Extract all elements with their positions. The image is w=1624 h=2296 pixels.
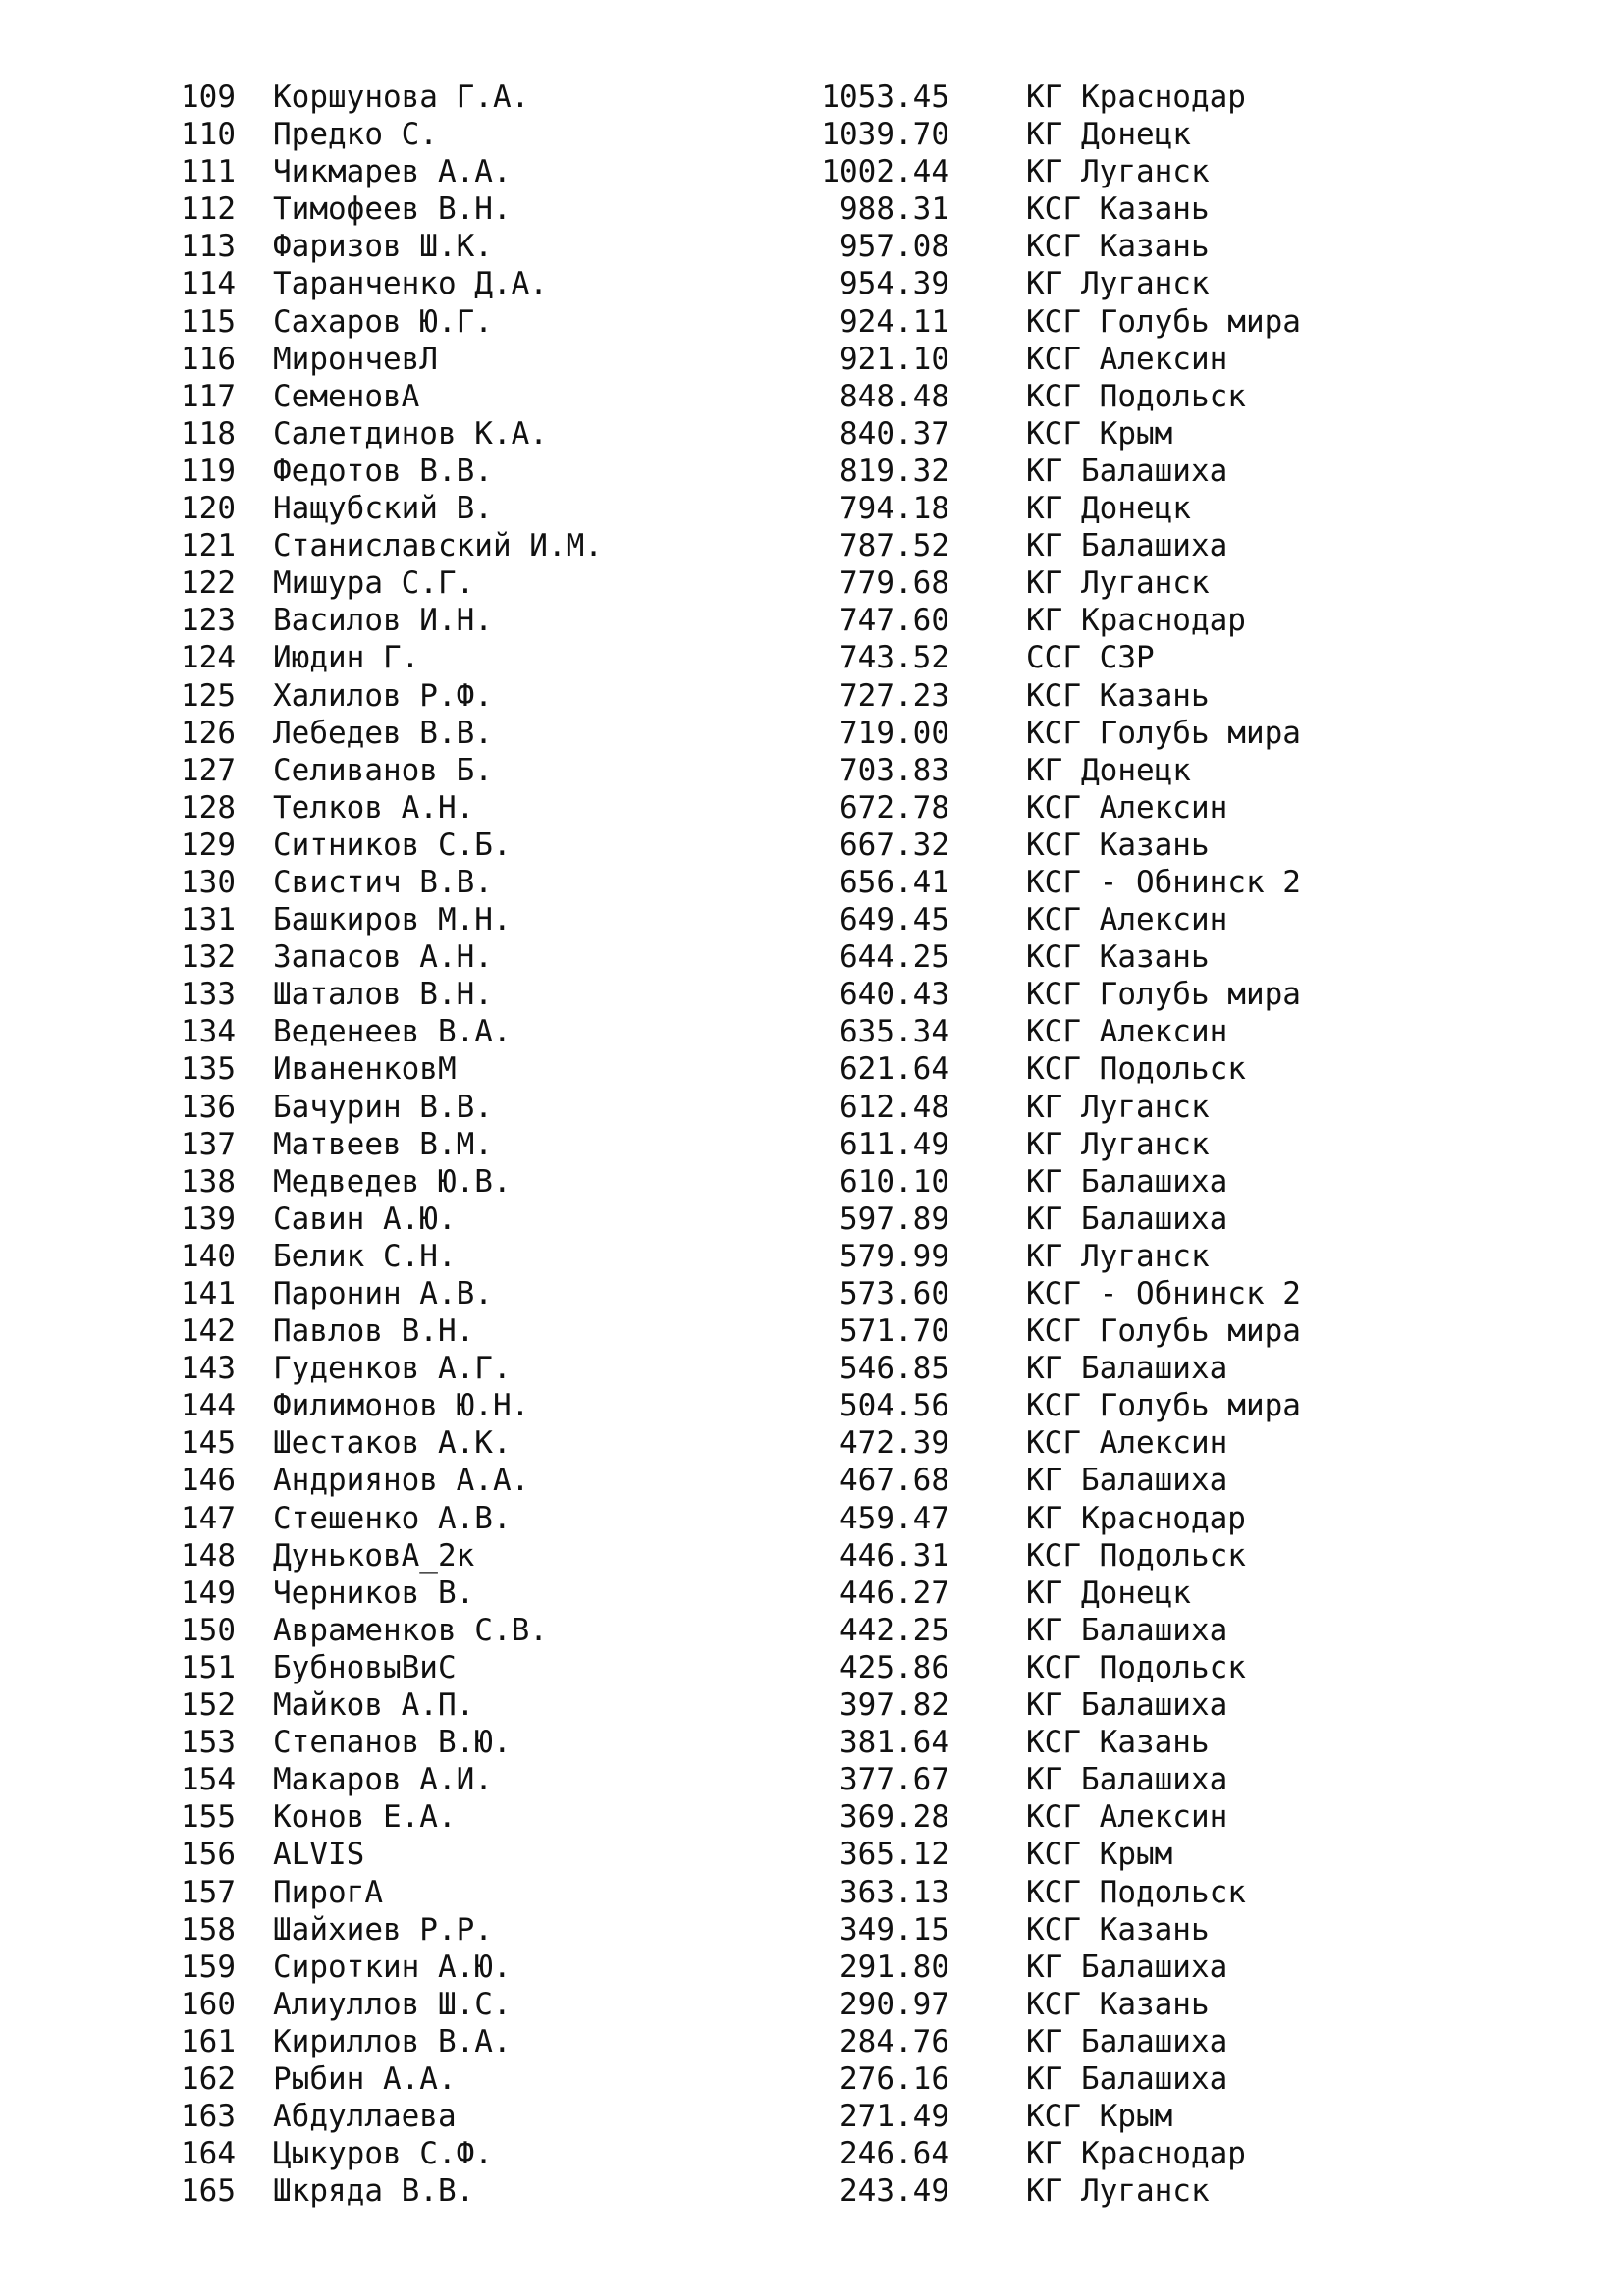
rank-number: 120: [181, 491, 236, 527]
participant-name: МирончевЛ: [273, 341, 438, 377]
participant-name: СеменовА: [273, 378, 420, 414]
score-value: 363.13: [839, 1874, 949, 1910]
rank-number: 125: [181, 677, 236, 714]
score-value: 276.16: [839, 2060, 949, 2097]
club-name: КГ Луганск: [1026, 1238, 1210, 1274]
score-value: 573.60: [839, 1276, 949, 1311]
rank-number: 165: [181, 2173, 236, 2210]
list-item: [0, 1874, 1624, 1911]
score-value: 284.76: [839, 2023, 949, 2059]
score-value: 667.32: [839, 827, 949, 863]
list-item: [0, 677, 1624, 715]
participant-name: Шкряда В.В.: [273, 2173, 475, 2210]
rank-number: 115: [181, 303, 236, 340]
club-name: КСГ Подольск: [1026, 1649, 1246, 1685]
rank-number: 109: [181, 80, 236, 115]
list-item: [0, 2172, 1624, 2210]
club-name: КГ Балашиха: [1026, 1762, 1228, 1798]
score-value: 271.49: [839, 2099, 949, 2135]
rank-number: 156: [181, 1837, 236, 1873]
score-value: 954.39: [839, 266, 949, 302]
list-item: [0, 1911, 1624, 1949]
list-item: [0, 938, 1624, 976]
rank-number: 163: [181, 2099, 236, 2135]
list-item: [0, 527, 1624, 564]
score-value: 365.12: [839, 1837, 949, 1873]
rank-number: 118: [181, 415, 236, 452]
rank-number: 132: [181, 939, 236, 976]
club-name: КСГ Голубь мира: [1026, 977, 1301, 1013]
participant-name: Мишура С.Г.: [273, 565, 475, 602]
list-item: [0, 1686, 1624, 1724]
rank-number: 155: [181, 1799, 236, 1836]
rank-number: 152: [181, 1687, 236, 1724]
score-value: 467.68: [839, 1463, 949, 1499]
participant-name: Майков А.П.: [273, 1687, 475, 1724]
participant-name: Бачурин В.В.: [273, 1089, 493, 1125]
score-value: 787.52: [839, 528, 949, 564]
rank-number: 117: [181, 378, 236, 414]
club-name: КГ Балашиха: [1026, 1351, 1228, 1387]
rank-number: 143: [181, 1351, 236, 1387]
list-item: [0, 190, 1624, 228]
club-name: КГ Краснодар: [1026, 80, 1246, 115]
rank-number: 139: [181, 1201, 236, 1237]
list-item: [0, 1312, 1624, 1350]
list-item: [0, 602, 1624, 639]
score-value: 597.89: [839, 1201, 949, 1237]
rank-number: 160: [181, 1986, 236, 2022]
rank-number: 164: [181, 2136, 236, 2172]
participant-name: Станиславский И.М.: [273, 528, 603, 564]
club-name: КСГ Алексин: [1026, 1425, 1228, 1462]
score-value: 743.52: [839, 640, 949, 676]
club-name: КСГ Подольск: [1026, 1051, 1246, 1088]
participant-name: Медведев Ю.В.: [273, 1163, 512, 1200]
club-name: КГ Краснодар: [1026, 1500, 1246, 1536]
participant-name: Степанов В.Ю.: [273, 1725, 512, 1761]
participant-name: Белик С.Н.: [273, 1238, 457, 1274]
list-item: [0, 2135, 1624, 2172]
score-value: 703.83: [839, 752, 949, 788]
list-item: [0, 2023, 1624, 2060]
rank-number: 111: [181, 154, 236, 190]
participant-name: Лебедев В.В.: [273, 715, 493, 751]
club-name: КСГ Казань: [1026, 1911, 1210, 1948]
participant-name: БубновыВиС: [273, 1649, 457, 1685]
score-value: 1002.44: [821, 154, 949, 190]
club-name: КГ Луганск: [1026, 2173, 1210, 2210]
club-name: КСГ Голубь мира: [1026, 303, 1301, 340]
score-value: 988.31: [839, 191, 949, 228]
score-value: 611.49: [839, 1126, 949, 1162]
rank-number: 134: [181, 1014, 236, 1050]
participant-name: Салетдинов К.А.: [273, 415, 548, 452]
rank-number: 154: [181, 1762, 236, 1798]
rank-number: 159: [181, 1949, 236, 1985]
participant-name: Конов Е.А.: [273, 1799, 457, 1836]
list-item: [0, 827, 1624, 864]
score-value: 397.82: [839, 1687, 949, 1724]
participant-name: Шайхиев Р.Р.: [273, 1911, 493, 1948]
participant-name: Телков А.Н.: [273, 789, 475, 826]
participant-name: Свистич В.В.: [273, 864, 493, 900]
club-name: КГ Краснодар: [1026, 603, 1246, 639]
rank-number: 131: [181, 902, 236, 938]
list-item: [0, 2060, 1624, 2098]
list-item: [0, 752, 1624, 789]
rank-number: 161: [181, 2023, 236, 2059]
list-item: [0, 1986, 1624, 2023]
club-name: КГ Луганск: [1026, 1126, 1210, 1162]
participant-name: Алиуллов Ш.С.: [273, 1986, 512, 2022]
participant-name: Черников В.: [273, 1575, 475, 1611]
score-value: 924.11: [839, 303, 949, 340]
participant-name: Паронин А.В.: [273, 1276, 493, 1311]
score-value: 719.00: [839, 715, 949, 751]
rank-number: 149: [181, 1575, 236, 1611]
list-item: [0, 453, 1624, 490]
participant-name: Кириллов В.А.: [273, 2023, 512, 2059]
participant-name: Тимофеев В.Н.: [273, 191, 512, 228]
club-name: КГ Балашиха: [1026, 2023, 1228, 2059]
score-value: 246.64: [839, 2136, 949, 2172]
score-value: 472.39: [839, 1425, 949, 1462]
score-value: 779.68: [839, 565, 949, 602]
list-item: [0, 153, 1624, 190]
rank-number: 126: [181, 715, 236, 751]
participant-name: ALVIS: [273, 1837, 365, 1873]
club-name: КСГ Крым: [1026, 1837, 1173, 1873]
score-value: 794.18: [839, 491, 949, 527]
club-name: КГ Балашиха: [1026, 1612, 1228, 1648]
participant-name: Халилов Р.Ф.: [273, 677, 493, 714]
list-item: [0, 2098, 1624, 2135]
rank-number: 113: [181, 229, 236, 265]
participant-name: Шаталов В.Н.: [273, 977, 493, 1013]
score-value: 610.10: [839, 1163, 949, 1200]
list-item: [0, 1424, 1624, 1462]
participant-name: Цыкуров С.Ф.: [273, 2136, 493, 2172]
rank-number: 162: [181, 2060, 236, 2097]
participant-name: ИваненковМ: [273, 1051, 457, 1088]
score-value: 546.85: [839, 1351, 949, 1387]
club-name: КГ Луганск: [1026, 1089, 1210, 1125]
score-value: 644.25: [839, 939, 949, 976]
score-value: 727.23: [839, 677, 949, 714]
participant-name: Абдуллаева: [273, 2099, 457, 2135]
rank-number: 137: [181, 1126, 236, 1162]
rank-number: 135: [181, 1051, 236, 1088]
rank-number: 112: [181, 191, 236, 228]
list-item: [0, 1387, 1624, 1424]
score-value: 290.97: [839, 1986, 949, 2022]
score-value: 571.70: [839, 1313, 949, 1350]
rank-number: 119: [181, 453, 236, 489]
rank-number: 130: [181, 864, 236, 900]
list-item: [0, 1761, 1624, 1798]
club-name: КСГ Алексин: [1026, 341, 1228, 377]
club-name: КСГ - Обнинск 2: [1026, 864, 1301, 900]
club-name: КСГ Казань: [1026, 677, 1210, 714]
participant-name: Филимонов Ю.Н.: [273, 1388, 530, 1424]
score-value: 819.32: [839, 453, 949, 489]
club-name: КГ Луганск: [1026, 154, 1210, 190]
score-value: 635.34: [839, 1014, 949, 1050]
club-name: КГ Донецк: [1026, 752, 1191, 788]
list-item: [0, 1537, 1624, 1575]
participant-name: Федотов В.В.: [273, 453, 493, 489]
club-name: КСГ Алексин: [1026, 789, 1228, 826]
score-value: 1053.45: [821, 80, 949, 115]
club-name: КГ Балашиха: [1026, 2060, 1228, 2097]
list-item: [0, 1050, 1624, 1088]
list-item: [0, 415, 1624, 453]
list-item: [0, 303, 1624, 341]
rank-number: 123: [181, 603, 236, 639]
participant-name: Башкиров М.Н.: [273, 902, 512, 938]
list-item: [0, 901, 1624, 938]
club-name: КСГ Подольск: [1026, 1537, 1246, 1574]
list-item: [0, 228, 1624, 265]
rank-number: 127: [181, 752, 236, 788]
score-value: 957.08: [839, 229, 949, 265]
rank-number: 138: [181, 1163, 236, 1200]
list-item: [0, 1649, 1624, 1686]
list-item: [0, 79, 1624, 116]
club-name: КГ Балашиха: [1026, 528, 1228, 564]
list-item: [0, 1238, 1624, 1275]
list-item: [0, 1350, 1624, 1387]
rank-number: 140: [181, 1238, 236, 1274]
participant-name: Таранченко Д.А.: [273, 266, 548, 302]
club-name: КСГ Крым: [1026, 2099, 1173, 2135]
club-name: КСГ Голубь мира: [1026, 1313, 1301, 1350]
club-name: КСГ Алексин: [1026, 1014, 1228, 1050]
rank-number: 116: [181, 341, 236, 377]
participant-name: Июдин Г.: [273, 640, 420, 676]
participant-name: Предко С.: [273, 117, 438, 153]
score-value: 640.43: [839, 977, 949, 1013]
score-value: 446.31: [839, 1537, 949, 1574]
score-value: 840.37: [839, 415, 949, 452]
score-value: 369.28: [839, 1799, 949, 1836]
score-value: 612.48: [839, 1089, 949, 1125]
score-value: 425.86: [839, 1649, 949, 1685]
list-item: [0, 1500, 1624, 1537]
participant-name: Савин А.Ю.: [273, 1201, 457, 1237]
rank-number: 146: [181, 1463, 236, 1499]
rank-number: 124: [181, 640, 236, 676]
participant-name: Ситников С.Б.: [273, 827, 512, 863]
list-item: [0, 976, 1624, 1013]
participant-name: Коршунова Г.А.: [273, 80, 530, 115]
rank-number: 157: [181, 1874, 236, 1910]
list-item: [0, 789, 1624, 827]
club-name: КГ Балашиха: [1026, 1949, 1228, 1985]
list-item: [0, 1798, 1624, 1836]
participant-name: Селиванов Б.: [273, 752, 493, 788]
club-name: КСГ Казань: [1026, 229, 1210, 265]
score-value: 377.67: [839, 1762, 949, 1798]
score-value: 921.10: [839, 341, 949, 377]
participant-name: Веденеев В.А.: [273, 1014, 512, 1050]
rank-number: 114: [181, 266, 236, 302]
list-item: [0, 378, 1624, 415]
list-item: [0, 1724, 1624, 1761]
score-value: 649.45: [839, 902, 949, 938]
club-name: КГ Луганск: [1026, 266, 1210, 302]
list-item: [0, 490, 1624, 527]
club-name: КСГ Казань: [1026, 1725, 1210, 1761]
rank-number: 144: [181, 1388, 236, 1424]
rank-number: 122: [181, 565, 236, 602]
club-name: КСГ - Обнинск 2: [1026, 1276, 1301, 1311]
rank-number: 121: [181, 528, 236, 564]
club-name: ССГ СЗР: [1026, 640, 1155, 676]
club-name: КГ Балашиха: [1026, 1201, 1228, 1237]
participant-name: Василов И.Н.: [273, 603, 493, 639]
list-item: [0, 1163, 1624, 1201]
score-value: 349.15: [839, 1911, 949, 1948]
club-name: КСГ Казань: [1026, 939, 1210, 976]
club-name: КСГ Казань: [1026, 827, 1210, 863]
club-name: КСГ Голубь мира: [1026, 1388, 1301, 1424]
list-item: [0, 1013, 1624, 1050]
participant-name: Нащубский В.: [273, 491, 493, 527]
rank-number: 141: [181, 1276, 236, 1311]
list-item: [0, 1462, 1624, 1499]
club-name: КСГ Подольск: [1026, 1874, 1246, 1910]
club-name: КСГ Алексин: [1026, 1799, 1228, 1836]
club-name: КГ Балашиха: [1026, 1163, 1228, 1200]
participant-name: Матвеев В.М.: [273, 1126, 493, 1162]
list-item: [0, 1201, 1624, 1238]
score-value: 579.99: [839, 1238, 949, 1274]
rank-number: 110: [181, 117, 236, 153]
club-name: КГ Донецк: [1026, 1575, 1191, 1611]
club-name: КГ Донецк: [1026, 491, 1191, 527]
score-value: 656.41: [839, 864, 949, 900]
participant-name: Макаров А.И.: [273, 1762, 493, 1798]
score-value: 291.80: [839, 1949, 949, 1985]
list-item: [0, 116, 1624, 153]
club-name: КСГ Казань: [1026, 1986, 1210, 2022]
participant-name: Стешенко А.В.: [273, 1500, 512, 1536]
ranking-list: [0, 79, 1624, 2210]
list-item: [0, 265, 1624, 302]
participant-name: ДуньковА_2к: [273, 1537, 475, 1574]
list-item: [0, 1275, 1624, 1312]
club-name: КСГ Голубь мира: [1026, 715, 1301, 751]
score-value: 442.25: [839, 1612, 949, 1648]
rank-number: 153: [181, 1725, 236, 1761]
score-value: 621.64: [839, 1051, 949, 1088]
participant-name: Павлов В.Н.: [273, 1313, 475, 1350]
club-name: КСГ Подольск: [1026, 378, 1246, 414]
participant-name: Сахаров Ю.Г.: [273, 303, 493, 340]
club-name: КГ Луганск: [1026, 565, 1210, 602]
club-name: КСГ Крым: [1026, 415, 1173, 452]
score-value: 459.47: [839, 1500, 949, 1536]
participant-name: Шестаков А.К.: [273, 1425, 512, 1462]
list-item: [0, 1836, 1624, 1873]
club-name: КГ Краснодар: [1026, 2136, 1246, 2172]
participant-name: ПирогА: [273, 1874, 383, 1910]
list-item: [0, 1612, 1624, 1649]
rank-number: 145: [181, 1425, 236, 1462]
rank-number: 128: [181, 789, 236, 826]
participant-name: Чикмарев А.А.: [273, 154, 512, 190]
list-item: [0, 341, 1624, 378]
club-name: КСГ Алексин: [1026, 902, 1228, 938]
score-value: 504.56: [839, 1388, 949, 1424]
list-item: [0, 1949, 1624, 1986]
rank-number: 129: [181, 827, 236, 863]
list-item: [0, 1126, 1624, 1163]
score-value: 747.60: [839, 603, 949, 639]
club-name: КГ Балашиха: [1026, 453, 1228, 489]
score-value: 672.78: [839, 789, 949, 826]
rank-number: 142: [181, 1313, 236, 1350]
club-name: КГ Балашиха: [1026, 1687, 1228, 1724]
rank-number: 147: [181, 1500, 236, 1536]
participant-name: Рыбин А.А.: [273, 2060, 457, 2097]
participant-name: Гуденков А.Г.: [273, 1351, 512, 1387]
rank-number: 136: [181, 1089, 236, 1125]
score-value: 848.48: [839, 378, 949, 414]
participant-name: Сироткин А.Ю.: [273, 1949, 512, 1985]
club-name: КСГ Казань: [1026, 191, 1210, 228]
score-value: 1039.70: [821, 117, 949, 153]
club-name: КГ Донецк: [1026, 117, 1191, 153]
participant-name: Запасов А.Н.: [273, 939, 493, 976]
rank-number: 133: [181, 977, 236, 1013]
participant-name: Андриянов А.А.: [273, 1463, 530, 1499]
score-value: 446.27: [839, 1575, 949, 1611]
rank-number: 158: [181, 1911, 236, 1948]
score-value: 381.64: [839, 1725, 949, 1761]
rank-number: 151: [181, 1649, 236, 1685]
score-value: 243.49: [839, 2173, 949, 2210]
list-item: [0, 639, 1624, 676]
list-item: [0, 715, 1624, 752]
participant-name: Фаризов Ш.К.: [273, 229, 493, 265]
club-name: КГ Балашиха: [1026, 1463, 1228, 1499]
participant-name: Авраменков С.В.: [273, 1612, 548, 1648]
rank-number: 150: [181, 1612, 236, 1648]
list-item: [0, 1089, 1624, 1126]
list-item: [0, 564, 1624, 602]
list-item: [0, 864, 1624, 901]
rank-number: 148: [181, 1537, 236, 1574]
list-item: [0, 1575, 1624, 1612]
